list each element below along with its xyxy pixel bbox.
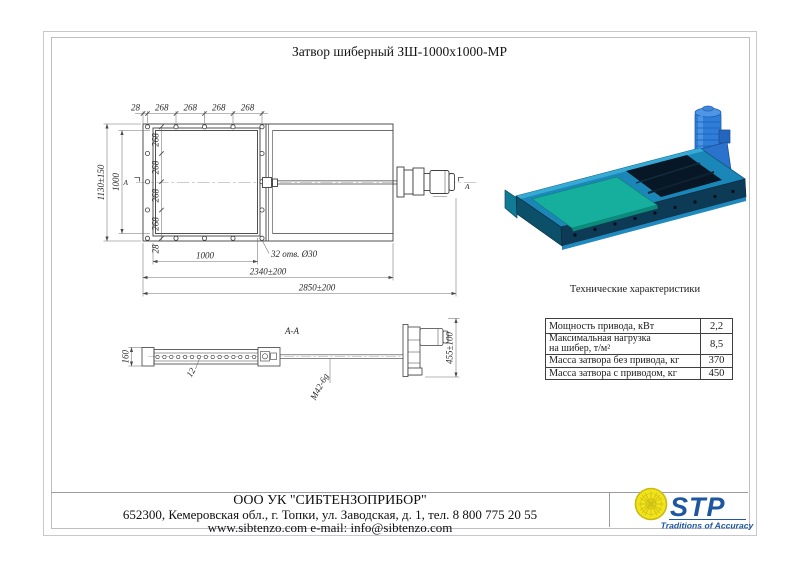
dim-bottom-28: 28 xyxy=(150,244,161,254)
spec-value: 370 xyxy=(700,355,732,367)
stp-emblem xyxy=(636,489,667,520)
footer-company: ООО УК "СИБТЕНЗОПРИБОР" xyxy=(233,493,427,508)
thread-label: М42-6g xyxy=(308,371,331,402)
dim-opening-width: 1000 xyxy=(196,250,214,261)
spec-label-line1: Максимальная нагрузка xyxy=(549,333,651,345)
specs-heading: Технические характеристики xyxy=(569,284,701,295)
dim-top-268-2: 268 xyxy=(183,102,197,113)
dim-left-268-2: 268 xyxy=(150,160,161,175)
spec-label: Мощность привода, кВт xyxy=(549,320,655,332)
footer-address: 652300, Кемеровская обл., г. Топки, ул. Заводская, д. 1, тел. 8 800 775 20 55 xyxy=(122,507,538,522)
dim-outer-height: 1130±150 xyxy=(96,164,106,201)
dim-top-268-1: 268 xyxy=(154,102,169,113)
dim-left-268-4: 268 xyxy=(150,217,161,231)
holes-note: 32 отв. Ø30 xyxy=(271,249,318,259)
footer-contacts: www.sibtenzo.com e-mail: info@sibtenzo.com xyxy=(207,520,453,535)
section-title: А-А xyxy=(285,326,299,336)
stp-wordmark: STP xyxy=(670,492,726,522)
spec-label: Масса затвора с приводом, кг xyxy=(549,367,677,379)
dim-top-28: 28 xyxy=(131,102,140,113)
section-mark-left: А xyxy=(123,178,128,187)
spec-value: 450 xyxy=(700,368,732,379)
emblem-rays xyxy=(639,492,664,517)
section-mark-right: А xyxy=(465,182,470,191)
dim-left-268-1: 268 xyxy=(150,133,161,147)
spec-label: Масса затвора без привода, кг xyxy=(549,355,680,367)
spec-label-line2: на шибер, т/м² xyxy=(549,343,611,354)
dim-top-268-4: 268 xyxy=(240,102,255,113)
logo-tagline: Traditions of Accuracy xyxy=(660,520,754,531)
dim-opening-height: 1000 xyxy=(111,173,121,191)
dim-left-268-3: 268 xyxy=(150,189,161,203)
dim-2850: 2850±200 xyxy=(298,282,336,293)
spec-value: 8,5 xyxy=(700,334,732,354)
spec-value: 2,2 xyxy=(700,319,732,333)
page-title: Затвор шиберный ЗШ-1000х1000-МР xyxy=(291,44,508,59)
dim-top-268-3: 268 xyxy=(211,102,226,113)
dim-2340: 2340±200 xyxy=(249,266,287,277)
dim-12: 12 xyxy=(184,366,198,379)
dim-160: 160 xyxy=(120,349,131,364)
dim-455: 455±100 xyxy=(444,332,455,364)
